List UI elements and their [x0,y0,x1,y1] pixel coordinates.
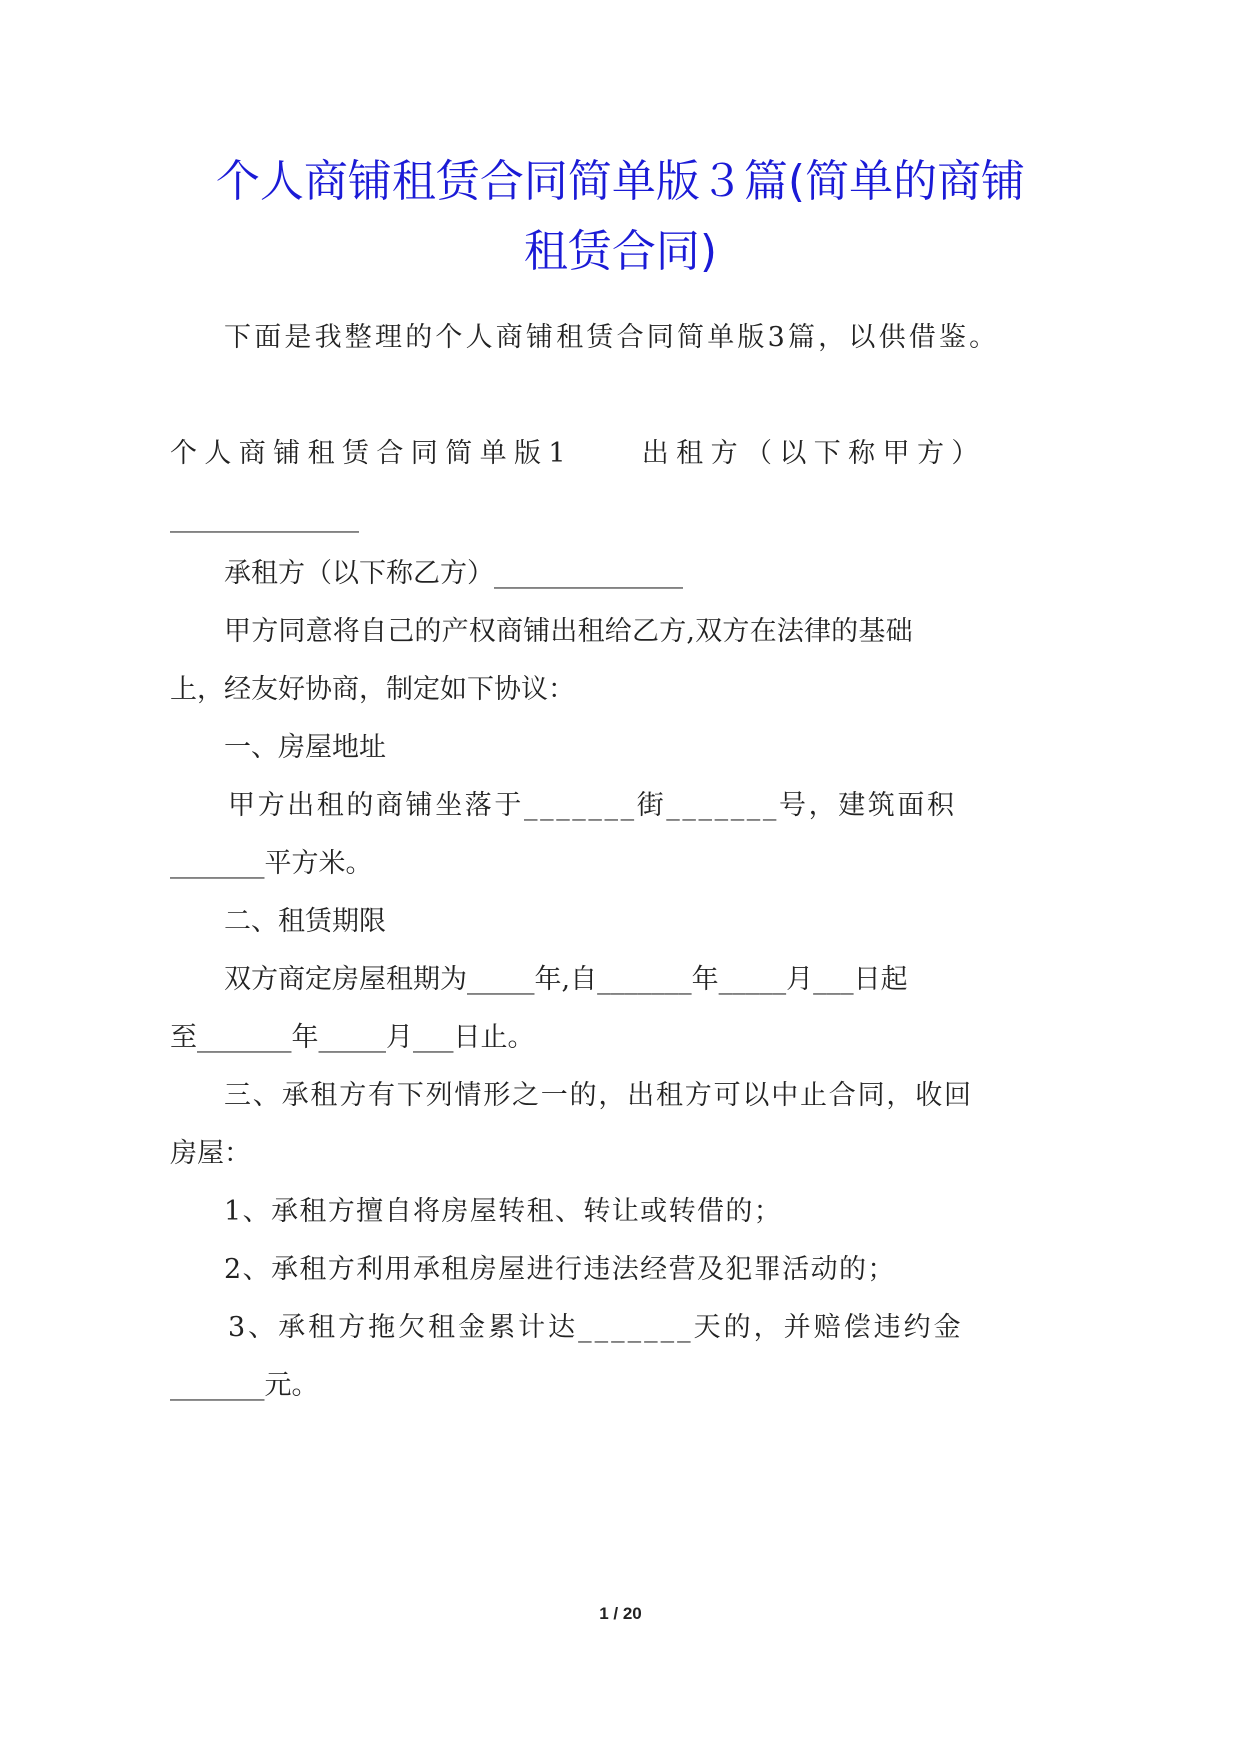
lease-term-line-2: 至_______年_____月___日止。 [170,1022,535,1053]
lease-term-line-1: 双方商定房屋租期为_____年,自_______年_____月___日起 [224,964,908,995]
address-line-2: _______平方米。 [170,848,373,879]
contract-1-heading: 个人商铺租赁合同简单版1 出租方（以下称甲方） [170,438,986,469]
agreement-paragraph-line-1: 甲方同意将自己的产权商铺出租给乙方,双方在法律的基础 [224,616,913,647]
clause-3-line-2: _______元。 [170,1370,319,1401]
clause-1: 1、承租方擅自将房屋转租、转让或转借的； [224,1196,783,1227]
section-1-heading: 一、房屋地址 [224,732,386,763]
lessee-line: 承租方（以下称乙方）______________ [224,558,683,589]
intro-paragraph: 下面是我整理的个人商铺租赁合同简单版3篇，以供借鉴。 [224,322,1000,353]
agreement-paragraph-line-2: 上，经友好协商，制定如下协议： [170,674,575,705]
document-title-line-1: 个人商铺租赁合同简单版３篇(简单的商铺 [215,156,1026,207]
section-3-heading-line-1: 三、承租方有下列情形之一的，出租方可以中止合同，收回 [224,1080,973,1111]
section-2-heading: 二、租赁期限 [224,906,386,937]
lessor-blank: ______________ [170,502,359,533]
section-3-heading-line-2: 房屋： [170,1138,251,1169]
address-line-1: 甲方出租的商铺坐落于_______街_______号，建筑面积 [228,790,957,821]
page-number: 1 / 20 [599,1604,642,1623]
document-title-line-2: 租赁合同) [523,226,718,277]
clause-2: 2、承租方利用承租房屋进行违法经营及犯罪活动的； [224,1254,896,1285]
clause-3-line-1: 3、承租方拖欠租金累计达_______天的，并赔偿违约金 [228,1312,964,1343]
